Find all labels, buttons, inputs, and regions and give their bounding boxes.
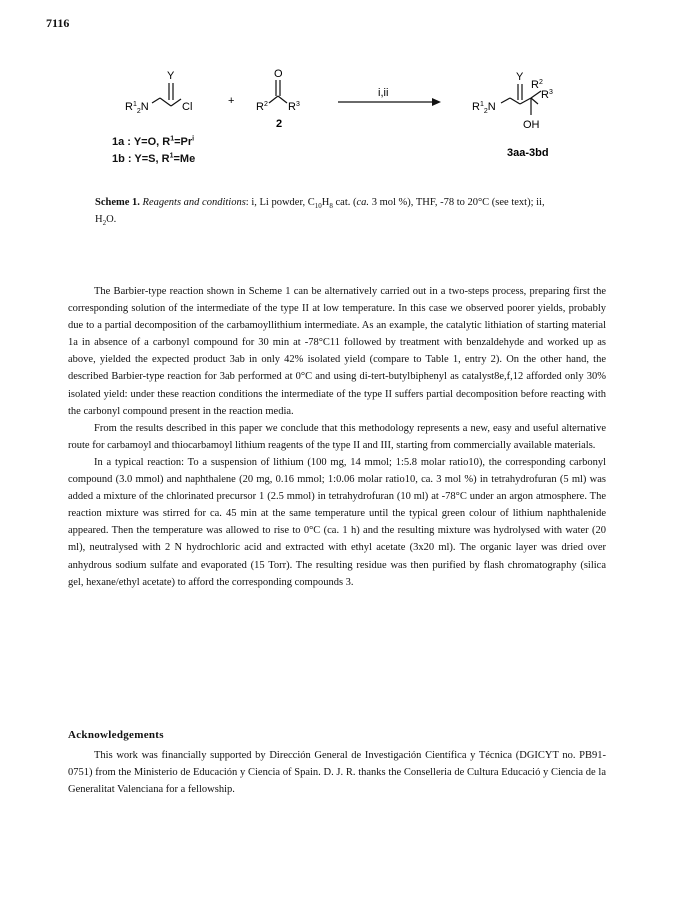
product-r2: $R^2$ — [531, 79, 543, 91]
paragraph-typical-reaction: In a typical reaction: To a suspension of lithium (100 mg, 14 mmol; 1:5.8 molar ratio10), the corresponding carbonyl compound (3.0 mmol) and naphthalene (20 mg, 0.16 mmol; 1:0.06 molar ratio10, ca. 3 mol %) in tetrahydrofuran (5 ml) was added a mixture of the chlorinated precursor 1 (2.5 mmol) in tetrahydrofuran (10 ml) at -78°C under an argon atmosphere. The reaction mixture was stirred for ca. 45 min at the same temperature until the typical green colour of lithium naphthalenide appeared. Then the temperature was allowed to rise to 0°C (ca. 1 h) and the resulting mixture was hydrolysed with water (20 ml), neutralysed with 2 N hydrochloric acid and extracted with ethyl acetate (3x20 ml). The organic layer was dried over anhydrous sodium sulfate and evaporated (15 Torr). The resulting residue was then purified by flash chromatography (silica gel, hexane/ethyl acetate) to afford the corresponding compounds 3. — [68, 456, 606, 588]
product-r3: $R^3$ — [541, 89, 553, 101]
body-text — [68, 283, 606, 591]
scheme-caption: Scheme 1. Reagents and conditions: i, Li powder, $C_{10}H_8$ cat. (ca. 3 mol %), THF, -78 to 20°C (see text); ii, $H_2O$. — [95, 197, 545, 228]
reactant1-y: Y — [167, 70, 175, 82]
product-label: 3aa-3bd — [507, 147, 549, 159]
acknowledgements-text — [68, 747, 606, 798]
product-y: Y — [516, 71, 524, 83]
arrow-conditions: i,ii — [378, 87, 389, 99]
reaction-scheme — [0, 0, 673, 180]
reactant1-cl: Cl — [182, 101, 193, 113]
reactant1-r1: $R^1_2N$ — [125, 101, 149, 115]
compound-2-label: 2 — [276, 118, 283, 130]
compound-1b-definition: 1b : Y=S, $R^1=Me$ — [112, 152, 196, 165]
reaction-arrowhead — [432, 98, 441, 106]
plus-sign: + — [228, 95, 235, 107]
product-r1: $R^1_2N$ — [472, 101, 496, 115]
compound-1a-definition: 1a : Y=O, $R^1=Pr^i$ — [112, 135, 195, 148]
scheme-drawing — [0, 0, 673, 180]
product-oh: OH — [523, 119, 540, 131]
acknowledgements-heading: Acknowledgements — [68, 729, 164, 741]
page-number: 7116 — [46, 16, 70, 30]
acknowledgements-paragraph: This work was financially supported by Dirección General de Investigación Científica y Técnica (DGICYT no. PB91-0751) from the Ministerio de Educación y Ciencia of Spain. D. J. R. thanks the Conselleria de Cultura Educació y Ciencia de la Generalitat Valenciana for a fellowship. — [68, 750, 606, 796]
reactant2-r2: $R^2$ — [256, 101, 268, 113]
reactant2-r3: $R^3$ — [288, 101, 300, 113]
paragraph-conclusion: From the results described in this paper we conclude that this methodology represents a new, easy and useful alternative route for carbamoyl and thiocarbamoyl lithium reagents of the type II and III, starting from commercially available materials. — [68, 422, 606, 451]
paragraph-barbier: The Barbier-type reaction shown in Scheme 1 can be alternatively carried out in a two-steps process, preparing first the corresponding solution of the intermediate of the type II at low temperature. In this case we observed poorer yields, probably due to a partial decomposition of the carbamoyllithium intermediate. As an example, the catalytic lithiation of starting material 1a in absence of a carbonyl compound for 30 min at -78°C11 followed by treatment with benzaldehyde and worked up as above, yielded the expected product 3ab in only 42% isolated yield (compare to Table 1, entry 2). On the other hand, the described Barbier-type reaction for 3ab performed at 0°C and using di-tert-butylbiphenyl as catalyst8e,f,12 afforded only 30% isolated yield: under these reaction conditions the intermediate of the type II suffers partial decomposition before reacting with the carbonyl compound present in the reaction media. — [68, 286, 606, 417]
reactant2-o: O — [274, 68, 283, 80]
